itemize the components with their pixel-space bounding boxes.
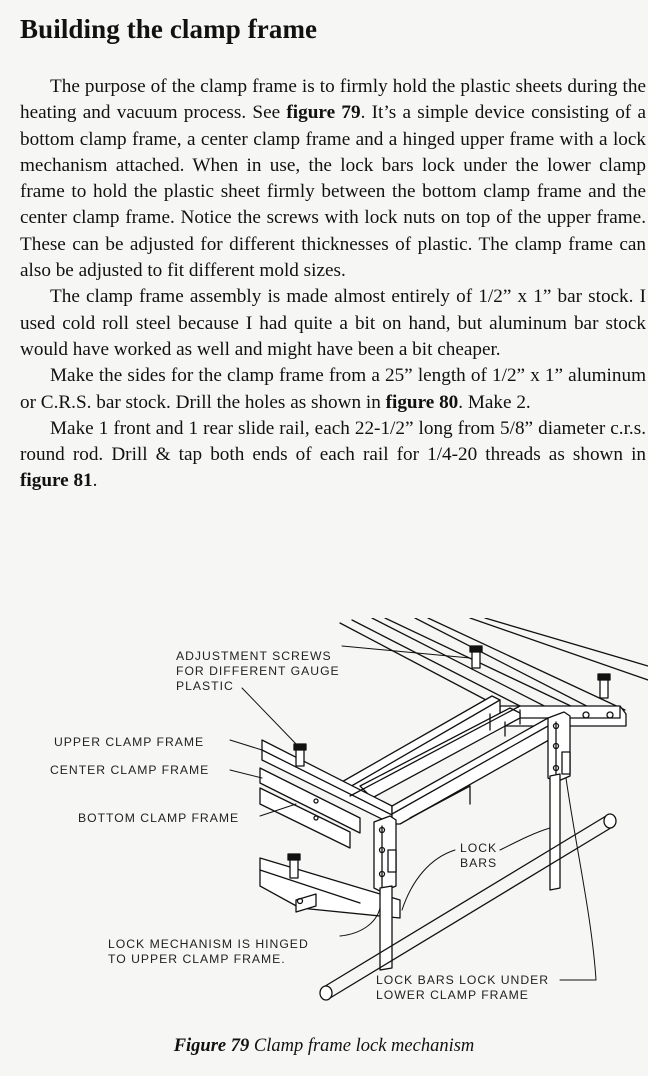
paragraph-rails <box>20 416 646 495</box>
paragraph-material: The clamp frame assembly is made almost entirely of 1/2” x 1” bar stock. I used cold roll steel because I had quite a bit on hand, but aluminum bar stock would have worked as well and might have been a bit cheaper. <box>20 286 646 360</box>
paragraph-sides <box>20 363 646 416</box>
paragraph-text: The purpose of the clamp frame is to firmly hold the plastic sheets during the heating and vacuum process. See <box>20 76 646 124</box>
figure-reference: figure 81 <box>20 470 93 492</box>
figure-clamp-frame <box>0 618 648 1018</box>
callout-upper-clamp-frame: UPPER CLAMP FRAME <box>54 735 205 749</box>
callout-center-clamp-frame: CENTER CLAMP FRAME <box>50 763 210 777</box>
figure-caption <box>0 1036 648 1057</box>
paragraph-text: . <box>92 470 98 492</box>
callout-adjustment-line-3: PLASTIC <box>176 679 234 693</box>
callout-hinged-line-1: LOCK MECHANISM IS HINGED <box>108 937 309 951</box>
callout-hinged-line-2: TO UPPER CLAMP FRAME. <box>108 952 286 966</box>
callout-lock-bars-line-2: BARS <box>460 856 498 870</box>
callout-lock-under-line-2: LOWER CLAMP FRAME <box>376 988 529 1002</box>
paragraph-purpose <box>20 74 646 284</box>
paragraph-text: . It’s a simple device consisting of a bottom clamp frame, a center clamp frame and a hinged upper frame with a lock mechanism attached. When in use, the lock bars lock under the lower clamp frame to hold the plastic sheet firmly between the bottom clamp frame and the center clamp frame. Notice the screws with lock nuts on top of the upper frame. These can be adjusted for different thicknesses of plastic. The clamp frame can also be adjusted to fit different mold sizes. <box>20 102 646 282</box>
body-text <box>20 74 646 495</box>
callout-adjustment-line-1: ADJUSTMENT SCREWS <box>176 649 332 663</box>
callout-bottom-clamp-frame: BOTTOM CLAMP FRAME <box>78 811 240 825</box>
caption-figure-number: Figure 79 <box>173 1036 250 1056</box>
section-heading: Building the clamp frame <box>20 14 318 44</box>
caption-text: Clamp frame lock mechanism <box>249 1036 475 1056</box>
paragraph-text: Make the sides for the clamp frame from a 25” length of 1/2” x 1” aluminum or C.R.S. bar stock. Drill the holes as shown in <box>20 365 646 413</box>
figure-reference: figure 80 <box>385 391 459 413</box>
callout-lock-bars-line-1: LOCK <box>460 841 498 855</box>
callout-lock-under-line-1: LOCK BARS LOCK UNDER <box>376 973 550 987</box>
figure-reference: figure 79 <box>286 102 361 124</box>
paragraph-text: . Make 2. <box>458 391 531 413</box>
clamp-frame-drawing <box>0 618 648 1018</box>
paragraph-text: Make 1 front and 1 rear slide rail, each 22-1/2” long from 5/8” diameter c.r.s. round rod. Drill & tap both ends of each rail for 1/4-20 threads as shown in <box>20 417 646 466</box>
callout-adjustment-line-2: FOR DIFFERENT GAUGE <box>176 664 340 678</box>
